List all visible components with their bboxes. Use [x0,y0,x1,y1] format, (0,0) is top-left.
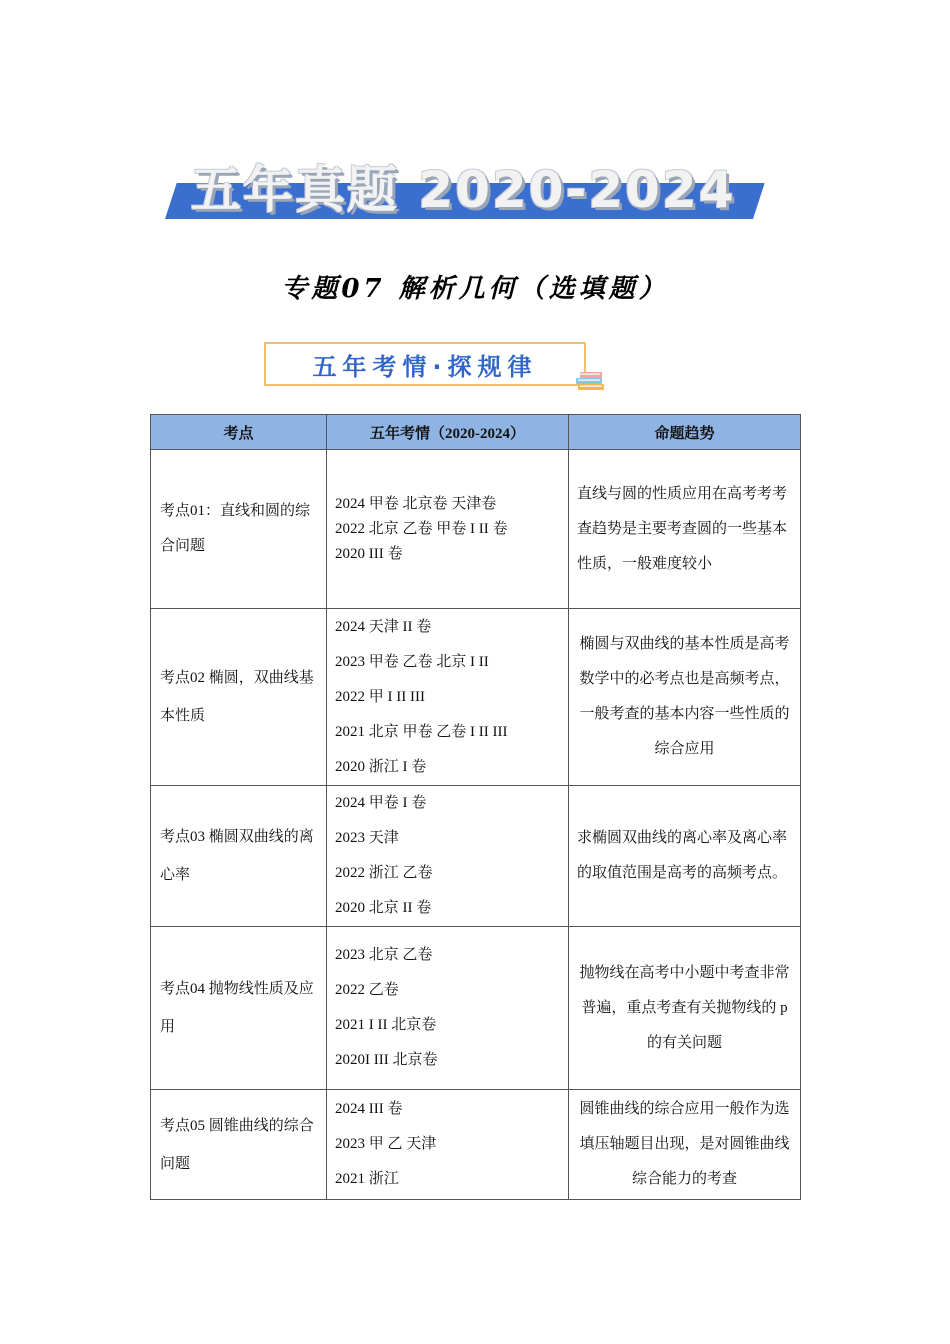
row-point: 考点03 椭圆双曲线的离心率 [151,786,327,927]
row-years [327,1090,569,1200]
table-row [151,786,801,927]
row-years [327,927,569,1090]
row-point: 考点01：直线和圆的综合问题 [151,450,327,609]
row-trend: 椭圆与双曲线的基本性质是高考数学中的必考点也是高频考点，一般考查的基本内容一些性质的综合应用 [569,609,801,786]
table-row [151,927,801,1090]
year-line: 2024 甲卷 I 卷 [335,795,427,811]
banner-title: 五年真题 2020-2024 [191,161,736,219]
exam-analysis-table [150,414,801,1200]
section-badge [264,342,586,386]
header-years: 五年考情（2020-2024） [327,415,569,450]
header-point: 考点 [151,415,327,450]
year-line: 2022 北京 乙卷 甲卷 I II 卷 [335,520,508,537]
banner [165,150,755,225]
subject-title: 专题07 解析几何（选填题） [281,274,669,304]
year-line: 2021 I II 北京卷 [335,1017,437,1033]
row-trend: 圆锥曲线的综合应用一般作为选填压轴题目出现，是对圆锥曲线综合能力的考查 [569,1090,801,1200]
table-row [151,609,801,786]
row-trend: 直线与圆的性质应用在高考考考查趋势是主要考查圆的一些基本性质，一般难度较小 [569,450,801,609]
year-line: 2020I III 北京卷 [335,1052,438,1068]
row-years [327,786,569,927]
year-line: 2024 III 卷 [335,1101,403,1117]
year-line: 2020 浙江 I 卷 [335,758,427,775]
header-trend: 命题趋势 [569,415,801,450]
year-line: 2024 甲卷 北京卷 天津卷 [335,495,497,512]
table-row [151,1090,801,1200]
row-trend: 抛物线在高考中小题中考查非常普遍，重点考查有关抛物线的 p 的有关问题 [569,927,801,1090]
year-line: 2023 甲 乙 天津 [335,1136,437,1152]
year-line: 2023 北京 乙卷 [335,947,433,963]
year-line: 2021 浙江 [335,1171,399,1187]
row-point: 考点04 抛物线性质及应用 [151,927,327,1090]
year-line: 2023 甲卷 乙卷 北京 I II [335,653,489,670]
year-line: 2022 甲 I II III [335,688,425,705]
year-line: 2024 天津 II 卷 [335,618,432,635]
table-header-row [151,415,801,450]
row-point: 考点05 圆锥曲线的综合问题 [151,1090,327,1200]
row-trend: 求椭圆双曲线的离心率及离心率的取值范围是高考的高频考点。 [569,786,801,927]
table-row [151,450,801,609]
year-line: 2022 乙卷 [335,982,399,998]
section-badge-label: 五年考情·探规律 [312,352,538,381]
year-line: 2022 浙江 乙卷 [335,865,433,881]
row-point: 考点02 椭圆，双曲线基本性质 [151,609,327,786]
year-line: 2020 北京 II 卷 [335,900,432,916]
books-icon [574,368,608,394]
year-line: 2020 III 卷 [335,545,403,562]
year-line: 2021 北京 甲卷 乙卷 I II III [335,723,508,740]
row-years [327,609,569,786]
row-years [327,450,569,609]
year-line: 2023 天津 [335,830,399,846]
